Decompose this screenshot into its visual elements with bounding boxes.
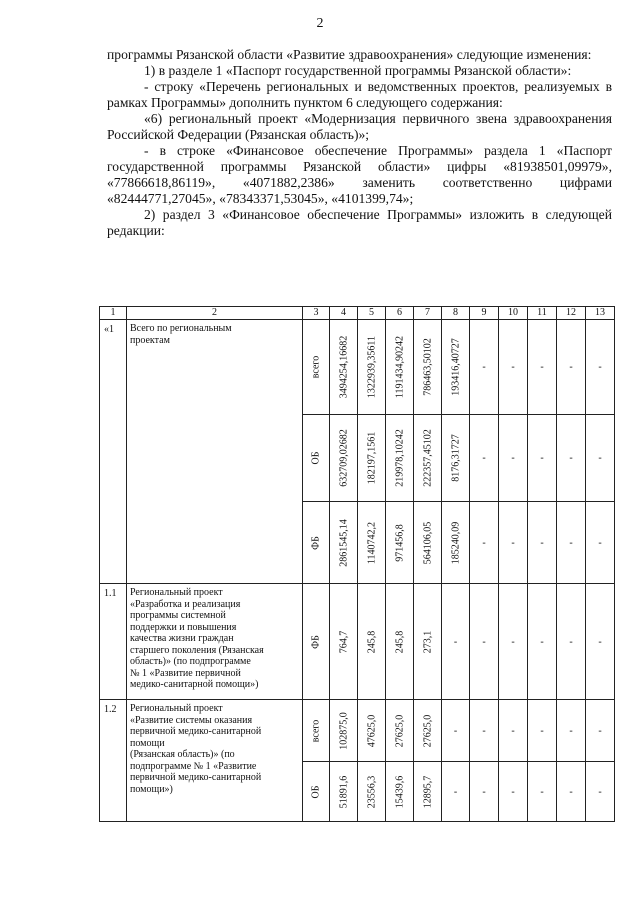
cell-value: - (540, 725, 544, 736)
cell-value: - (540, 361, 544, 373)
cell-value: 219978,10242 (394, 429, 405, 487)
funding-source-label: всего (310, 355, 322, 379)
funding-source-label: ОБ (310, 785, 322, 798)
funding-source (303, 700, 330, 762)
cell-value: - (453, 725, 458, 736)
table-cell (499, 762, 528, 822)
project-name (127, 584, 303, 700)
text-paragraph: - в строке «Финансовое обеспечение Программы» раздела 1 «Паспорт государственной программы Рязанской области» цифры «81938501,09979», «77866618,86119», «4071882,2386» заменить соответственно цифрами «82444771,27045», «78343371,53045», «4101399,74»; (107, 143, 612, 206)
text-paragraph: «6) региональный проект «Модернизация первичного звена здравоохранения Российской Федерации (Рязанская область)»; (107, 111, 612, 142)
cell-value: 185240,09 (450, 521, 461, 564)
table-cell (499, 502, 528, 584)
table-cell (330, 762, 358, 822)
funding-source-label: ФБ (310, 535, 322, 550)
cell-value: 245,8 (394, 630, 405, 653)
project-name-line: Региональный проект (130, 587, 223, 598)
cell-value: - (482, 725, 486, 736)
cell-value: - (482, 636, 486, 647)
column-header: 11 (528, 307, 557, 320)
cell-value: 273,1 (422, 630, 433, 653)
table-row (100, 584, 615, 700)
table-cell (499, 700, 528, 762)
table-cell (557, 320, 586, 415)
cell-value: - (540, 537, 544, 548)
cell-value: 23556,3 (366, 775, 377, 808)
table-cell (470, 700, 499, 762)
table-cell (330, 584, 358, 700)
project-name-line: старшего поколения (Рязанская (130, 644, 264, 656)
funding-source (303, 762, 330, 822)
table-cell (386, 320, 414, 415)
cell-value: 971456,8 (394, 523, 405, 562)
cell-value: - (598, 361, 602, 373)
column-header: 9 (470, 307, 499, 320)
funding-source-label: всего (310, 719, 322, 742)
table-cell (586, 502, 615, 584)
table-cell (358, 502, 386, 584)
table-cell (358, 415, 386, 502)
project-name (127, 320, 303, 584)
cell-value: - (598, 537, 602, 548)
table-cell (528, 502, 557, 584)
table-cell (386, 700, 414, 762)
project-name-line: медико-санитарной помощи») (130, 679, 259, 690)
cell-value: 47625,0 (366, 714, 377, 747)
cell-value: - (569, 725, 573, 736)
column-header: 10 (499, 307, 528, 320)
column-header: 4 (330, 307, 358, 320)
cell-value: 193416,40727 (450, 338, 461, 396)
table-cell (557, 502, 586, 584)
table-cell (528, 415, 557, 502)
table-cell (557, 762, 586, 822)
table-cell (386, 502, 414, 584)
table-cell (442, 502, 470, 584)
table-cell (528, 584, 557, 700)
cell-value: - (569, 452, 573, 464)
table-cell (386, 415, 414, 502)
row-number: «1 (100, 320, 127, 584)
project-name-line: область)» (по подпрограмме (130, 656, 251, 667)
cell-value: - (540, 452, 544, 464)
project-name-line: помощи (130, 737, 165, 749)
table-cell (414, 502, 442, 584)
text-paragraph: 1) в разделе 1 «Паспорт государственной программы Рязанской области»: (144, 63, 572, 78)
text-paragraph: программы Рязанской области «Развитие здравоохранения» следующие изменения: (107, 47, 592, 62)
table-cell (528, 762, 557, 822)
cell-value: - (511, 725, 515, 736)
table-cell (586, 415, 615, 502)
table-cell (586, 762, 615, 822)
table-cell (442, 584, 470, 700)
text-paragraph: 2) раздел 3 «Финансовое обеспечение Программы» изложить в следующей редакции: (107, 207, 612, 238)
table-cell (442, 700, 470, 762)
table-cell (442, 320, 470, 415)
cell-value: 3494254,16682 (338, 335, 349, 399)
table-row (100, 320, 615, 415)
project-name-line: помощи») (130, 783, 173, 795)
table-cell (414, 584, 442, 700)
cell-value: 1191434,90242 (394, 335, 405, 399)
funding-source (303, 502, 330, 584)
cell-value: 632709,02682 (338, 429, 349, 487)
table-cell (470, 320, 499, 415)
body-text (107, 47, 612, 239)
funding-source (303, 584, 330, 700)
table-cell (414, 762, 442, 822)
table-cell (330, 502, 358, 584)
table-cell (586, 584, 615, 700)
column-header: 12 (557, 307, 586, 320)
cell-value: - (511, 361, 515, 373)
table-cell (470, 762, 499, 822)
project-name-line: программы системной (130, 610, 226, 621)
row-number: 1.1 (100, 584, 127, 700)
cell-value: 15439,6 (394, 775, 405, 808)
cell-value: - (511, 636, 515, 647)
table-cell (386, 584, 414, 700)
column-header: 13 (586, 307, 615, 320)
cell-value: - (482, 452, 486, 464)
project-name-line: (Рязанская область)» (по (130, 749, 235, 760)
cell-value: - (569, 786, 573, 797)
table-cell (358, 700, 386, 762)
table-cell (330, 320, 358, 415)
column-header: 5 (358, 307, 386, 320)
table-cell (499, 320, 528, 415)
project-name-line: первичной медико-санитарной (130, 772, 262, 783)
project-name-line: № 1 «Развитие первичной (130, 667, 241, 679)
column-header: 3 (303, 307, 330, 320)
table-cell (470, 415, 499, 502)
cell-value: - (540, 636, 544, 647)
cell-value: 51891,6 (338, 775, 349, 808)
project-name-line: подпрограмме № 1 «Развитие (130, 760, 257, 772)
cell-value: 27625,0 (422, 714, 433, 747)
cell-value: 8176,31727 (450, 434, 461, 482)
table-header-row (100, 307, 615, 320)
table-cell (586, 700, 615, 762)
text-paragraph: - строку «Перечень региональных и ведомственных проектов, реализуемых в рамках Программы» дополнить пунктом 6 следующего содержания: (107, 79, 612, 110)
table-cell (586, 320, 615, 415)
table-cell (414, 700, 442, 762)
cell-value: 102875,0 (338, 711, 349, 750)
cell-value: 1140742,2 (366, 521, 377, 564)
cell-value: - (598, 725, 602, 736)
column-header: 7 (414, 307, 442, 320)
project-name-line: «Разработка и реализация (130, 598, 241, 610)
table-cell (358, 762, 386, 822)
cell-value: - (511, 786, 515, 797)
cell-value: 786463,50102 (422, 338, 433, 396)
cell-value: 182197,1561 (366, 431, 377, 485)
table-cell (499, 584, 528, 700)
project-name-line: Региональный проект (130, 703, 223, 714)
table-cell (499, 415, 528, 502)
cell-value: - (482, 361, 486, 373)
cell-value: - (598, 786, 602, 797)
cell-value: 27625,0 (394, 714, 405, 747)
table-row (100, 700, 615, 762)
funding-source-label: ФБ (310, 634, 322, 649)
table-cell (330, 415, 358, 502)
project-name-line: Всего по региональным (130, 323, 232, 334)
page-number: 2 (316, 16, 324, 31)
table-cell (557, 584, 586, 700)
cell-value: - (482, 786, 486, 797)
table-cell (442, 762, 470, 822)
cell-value: - (482, 537, 486, 548)
table-cell (557, 415, 586, 502)
cell-value: 245,8 (366, 630, 377, 653)
table-cell (386, 762, 414, 822)
cell-value: 1322939,35611 (366, 335, 377, 399)
cell-value: - (540, 786, 544, 797)
cell-value: - (569, 537, 573, 548)
table-cell (358, 584, 386, 700)
funding-source (303, 415, 330, 502)
table-cell (414, 320, 442, 415)
cell-value: 222357,45102 (422, 429, 433, 487)
project-name-line: качества жизни граждан (130, 633, 234, 644)
table-cell (470, 584, 499, 700)
project-name (127, 700, 303, 822)
project-name-line: первичной медико-санитарной (130, 726, 262, 737)
cell-value: 764,7 (338, 630, 349, 653)
column-header: 1 (100, 307, 127, 320)
column-header: 6 (386, 307, 414, 320)
cell-value: - (453, 786, 458, 797)
cell-value: - (511, 452, 515, 464)
row-number: 1.2 (100, 700, 127, 822)
table-cell (358, 320, 386, 415)
project-name-line: «Развитие системы оказания (130, 714, 253, 726)
funding-source (303, 320, 330, 415)
cell-value: 2861545,14 (338, 518, 349, 567)
table-cell (442, 415, 470, 502)
cell-value: - (598, 636, 602, 647)
funding-source-label: ОБ (310, 451, 322, 465)
cell-value: 12895,7 (422, 775, 433, 808)
project-name-line: поддержки и повышения (130, 621, 237, 633)
cell-value: - (598, 452, 602, 464)
financing-table (99, 306, 615, 822)
project-name-line: проектам (130, 334, 170, 346)
table-cell (528, 320, 557, 415)
cell-value: 564106,05 (422, 521, 433, 564)
cell-value: - (569, 636, 573, 647)
cell-value: - (569, 361, 573, 373)
cell-value: - (453, 636, 458, 647)
table-cell (470, 502, 499, 584)
table-cell (414, 415, 442, 502)
table-cell (330, 700, 358, 762)
cell-value: - (511, 537, 515, 548)
table-cell (557, 700, 586, 762)
table-cell (528, 700, 557, 762)
column-header: 8 (442, 307, 470, 320)
column-header: 2 (127, 307, 303, 320)
